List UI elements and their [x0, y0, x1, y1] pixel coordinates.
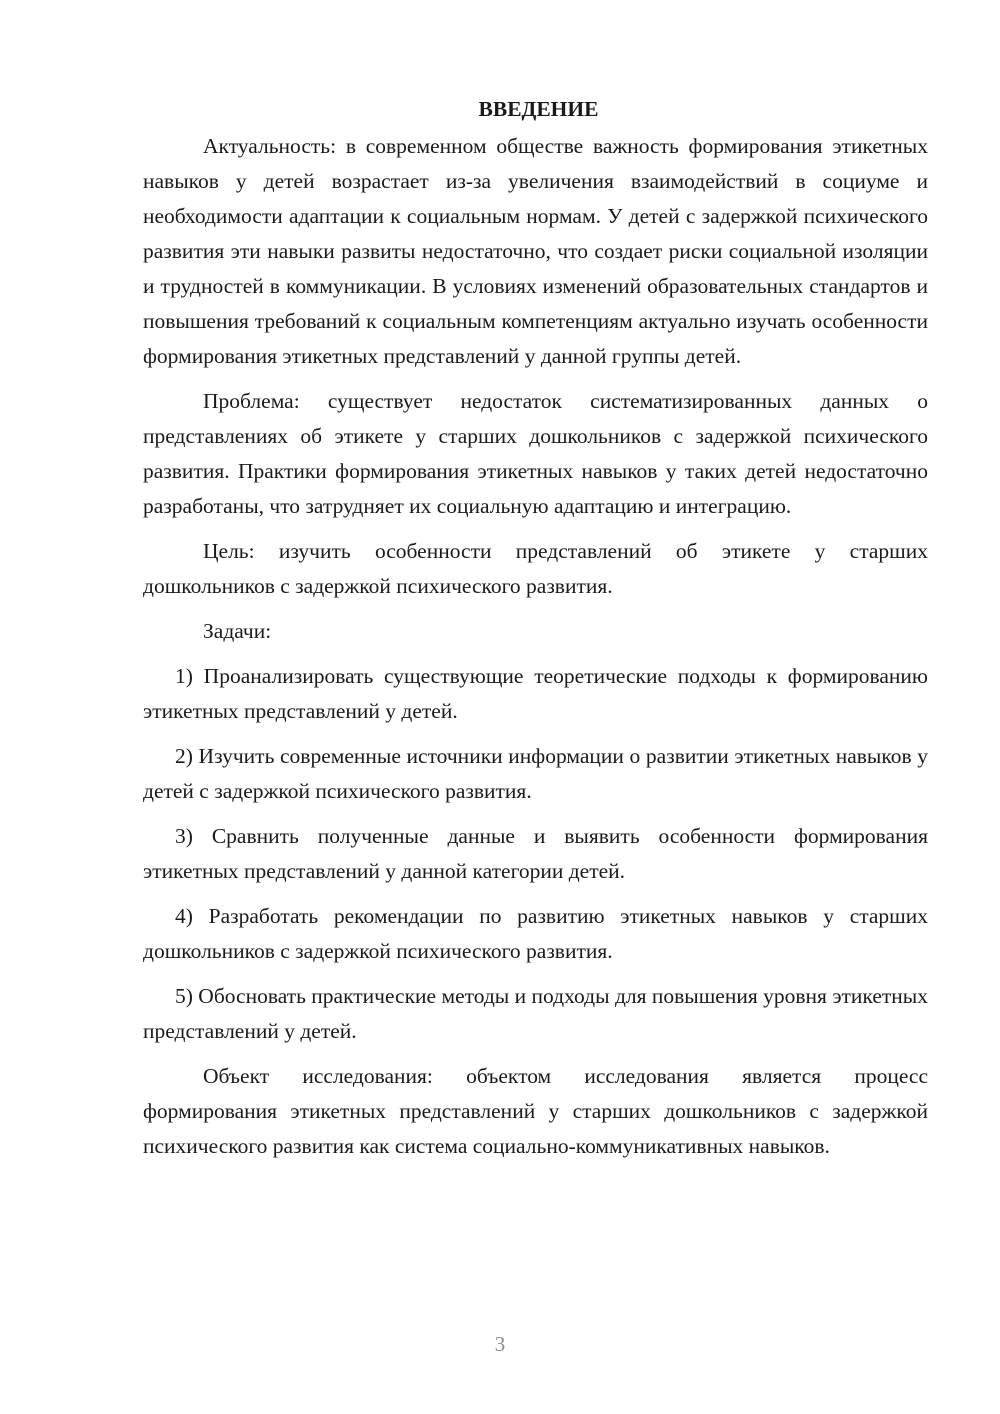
page-number: 3 — [494, 1332, 506, 1356]
object-paragraph: Объект исследования: объектом исследования является процесс формирования этикетных представлений у старших дошкольников с задержкой психического развития как система социально-коммуникативных навыков. — [143, 1064, 928, 1158]
document-body — [143, 92, 928, 1174]
goal-paragraph: Цель: изучить особенности представлений об этикете у старших дошкольников с задержкой психического развития. — [143, 539, 928, 598]
section-heading: ВВЕДЕНИЕ — [478, 97, 599, 121]
problem-paragraph: Проблема: существует недостаток систематизированных данных о представлениях об этикете у старших дошкольников с задержкой психического развития. Практики формирования этикетных навыков у таких детей недостаточно разработаны, что затрудняет их социальную адаптацию и интеграцию. — [143, 389, 928, 518]
relevance-paragraph: Актуальность: в современном обществе важность формирования этикетных навыков у детей возрастает из-за увеличения взаимодействий в социуме и необходимости адаптации к социальным нормам. У детей с задержкой психического развития эти навыки развиты недостаточно, что создает риски социальной изоляции и трудностей в коммуникации. В условиях изменений образовательных стандартов и повышения требований к социальным компетенциям актуально изучать особенности формирования этикетных представлений у данной группы детей. — [143, 134, 928, 368]
task-item: 4) Разработать рекомендации по развитию этикетных навыков у старших дошкольников с задержкой психического развития. — [143, 904, 928, 963]
task-item: 3) Сравнить полученные данные и выявить особенности формирования этикетных представлений у данной категории детей. — [143, 824, 928, 883]
task-item: 2) Изучить современные источники информации о развитии этикетных навыков у детей с задержкой психического развития. — [143, 744, 928, 803]
task-item: 1) Проанализировать существующие теоретические подходы к формированию этикетных представлений у детей. — [143, 664, 928, 723]
task-item: 5) Обосновать практические методы и подходы для повышения уровня этикетных представлений у детей. — [143, 984, 928, 1043]
tasks-label: Задачи: — [203, 619, 272, 643]
